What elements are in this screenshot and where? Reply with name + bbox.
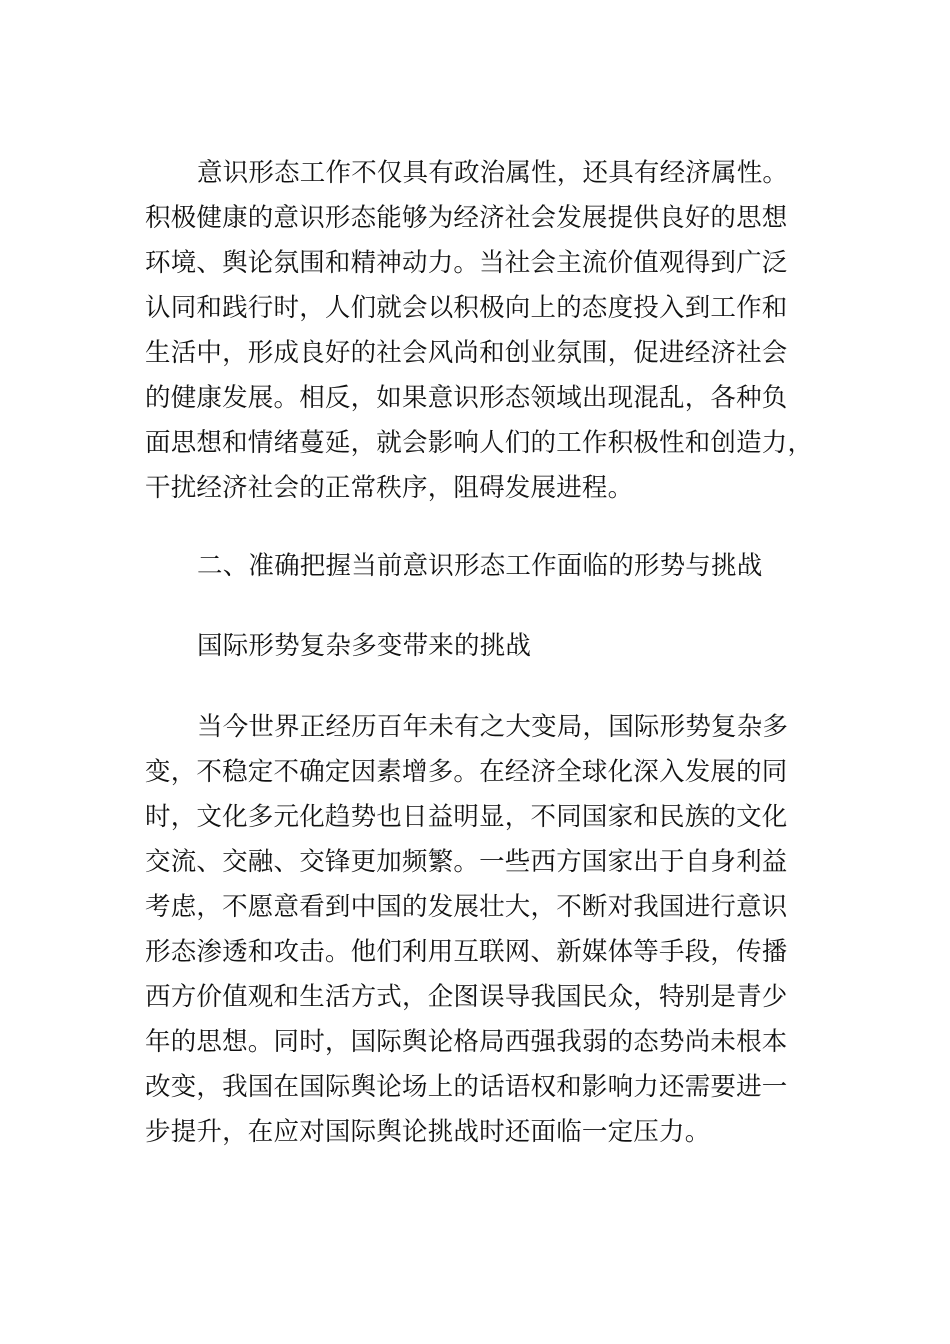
- text-line: 干扰经济社会的正常秩序，阻碍发展进程。: [145, 473, 634, 503]
- text-line: 面思想和情绪蔓延，就会影响人们的工作积极性和创造力，: [145, 428, 814, 458]
- text-line: 的健康发展。相反，如果意识形态领域出现混乱，各种负: [145, 383, 788, 413]
- text-line: 认同和践行时，人们就会以积极向上的态度投入到工作和: [145, 293, 788, 323]
- text-line: 意识形态工作不仅具有政治属性，还具有经济属性。: [197, 158, 789, 188]
- text-line: 变，不稳定不确定因素增多。在经济全球化深入发展的同: [145, 757, 788, 787]
- text-line: 生活中，形成良好的社会风尚和创业氛围，促进经济社会: [145, 338, 788, 368]
- subsection-heading: 国际形势复杂多变带来的挑战: [197, 631, 532, 661]
- text-line: 西方价值观和生活方式，企图误导我国民众，特别是青少: [145, 982, 788, 1012]
- text-line: 步提升，在应对国际舆论挑战时还面临一定压力。: [145, 1117, 711, 1147]
- text-line: 改变，我国在国际舆论场上的话语权和影响力还需要进一: [145, 1072, 788, 1102]
- text-line: 环境、舆论氛围和精神动力。当社会主流价值观得到广泛: [145, 248, 788, 278]
- text-line: 积极健康的意识形态能够为经济社会发展提供良好的思想: [145, 203, 788, 233]
- text-line: 年的思想。同时，国际舆论格局西强我弱的态势尚未根本: [145, 1027, 788, 1057]
- text-line: 考虑，不愿意看到中国的发展壮大，不断对我国进行意识: [145, 892, 788, 922]
- text-line: 时，文化多元化趋势也日益明显，不同国家和民族的文化: [145, 802, 788, 832]
- section-heading: 二、准确把握当前意识形态工作面临的形势与挑战: [197, 551, 763, 581]
- text-line: 交流、交融、交锋更加频繁。一些西方国家出于自身利益: [145, 847, 788, 877]
- text-line: 当今世界正经历百年未有之大变局，国际形势复杂多: [197, 712, 789, 742]
- text-line: 形态渗透和攻击。他们利用互联网、新媒体等手段，传播: [145, 937, 788, 967]
